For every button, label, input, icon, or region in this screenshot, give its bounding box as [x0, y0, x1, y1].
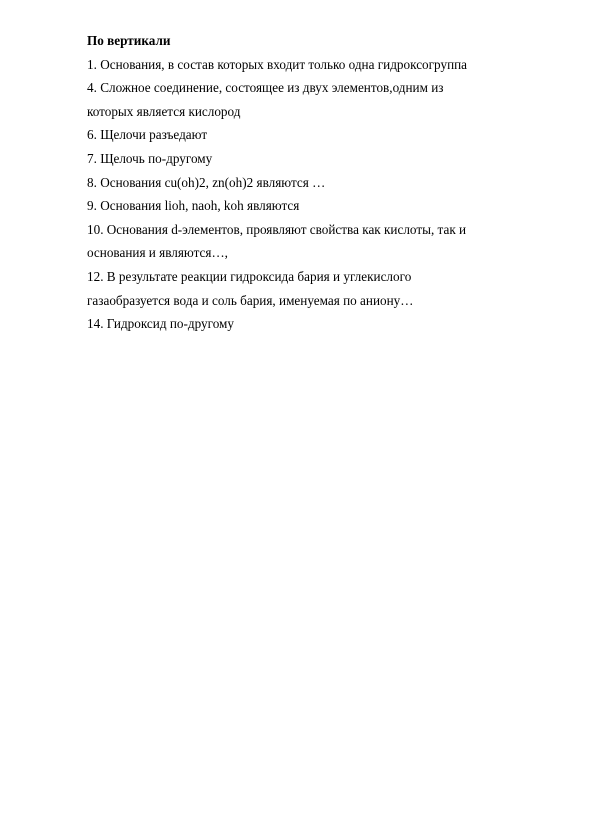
- clue-line: 7. Щелочь по-другому: [87, 150, 213, 166]
- clue-item-4: [87, 76, 517, 123]
- clue-item-8: [87, 171, 517, 195]
- clue-line: которых является кислород: [87, 103, 241, 119]
- clue-line: 1. Основания, в состав которых входит только одна гидроксогруппа: [87, 56, 468, 72]
- clue-line: 4. Сложное соединение, состоящее из двух элементов,одним из: [87, 80, 444, 96]
- clue-item-7: [87, 147, 517, 171]
- clue-item-12: [87, 265, 517, 312]
- clue-line: основания и являются…,: [87, 245, 228, 261]
- clue-line: 6. Щелочи разъедают: [87, 127, 208, 143]
- clue-list: [87, 53, 517, 336]
- clue-line: 8. Основания cu(oh)2, zn(oh)2 являются …: [87, 174, 326, 190]
- section-heading: По вертикали: [87, 33, 171, 48]
- clue-item-6: [87, 123, 517, 147]
- clue-item-9: [87, 194, 517, 218]
- clue-item-1: [87, 53, 517, 77]
- clue-item-14: [87, 312, 517, 336]
- clue-line: 14. Гидроксид по-другому: [87, 316, 234, 332]
- clue-line: 10. Основания d-элементов, проявляют свойства как кислоты, так и: [87, 221, 467, 237]
- clue-line: 9. Основания lioh, naoh, koh являются: [87, 198, 300, 214]
- clue-item-10: [87, 218, 517, 265]
- clue-line: газаобразуется вода и соль бария, именуемая по аниону…: [87, 292, 414, 308]
- crossword-clues-section: [87, 29, 517, 336]
- clue-line: 12. В результате реакции гидроксида бария и углекислого: [87, 268, 412, 284]
